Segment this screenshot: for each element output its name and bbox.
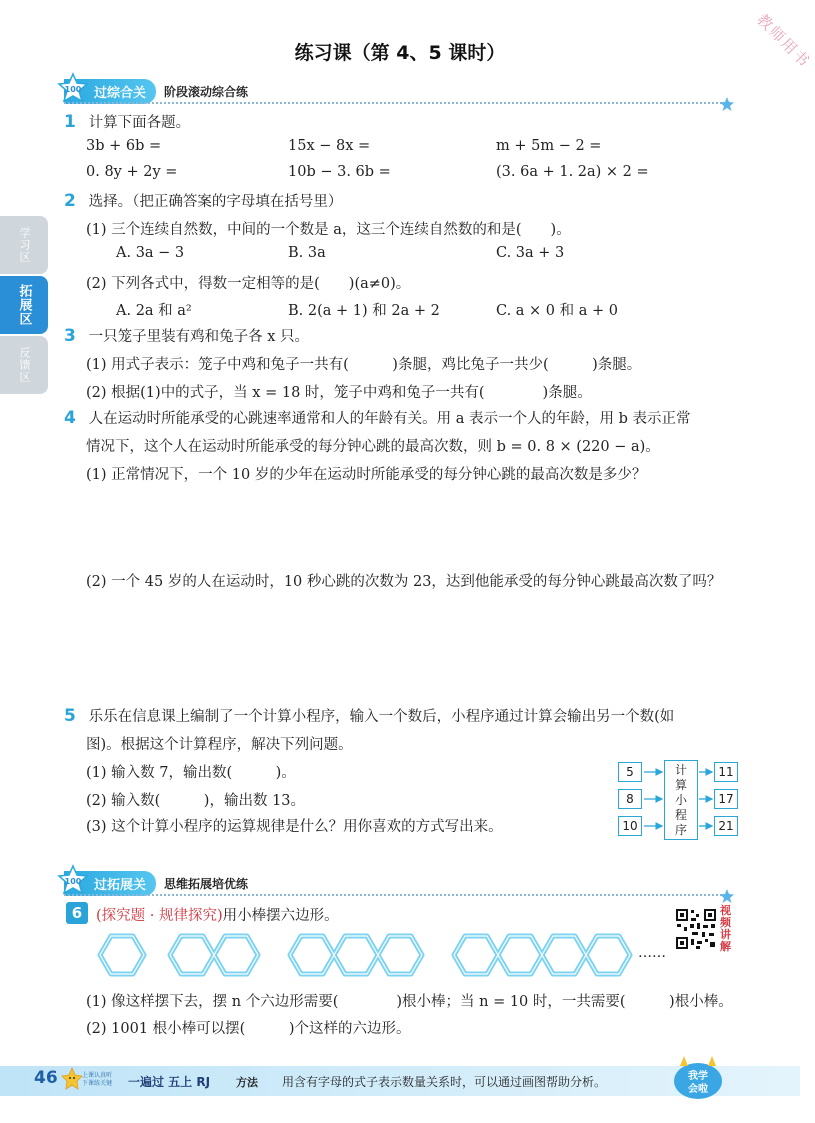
tab-extension[interactable]: 拓展区 [0, 276, 48, 334]
question-2: 2 选择。（把正确答案的字母填在括号里） [64, 191, 343, 211]
section-pill: 100 过综合关 [64, 79, 156, 104]
star-icon [720, 97, 734, 111]
program-box: 计 算 小 程 序 [664, 760, 698, 840]
question-5: 5 乐乐在信息课上编制了一个计算小程序，输入一个数后，小程序通过计算会输出另一个数(如 [64, 706, 675, 726]
i-learned-badge-icon [670, 1054, 726, 1102]
svg-text:我学: 我学 [688, 1071, 708, 1082]
page-footer [0, 1062, 800, 1098]
divider [64, 894, 722, 896]
q1-item-4: 0. 8y + 2y = [86, 164, 178, 180]
q4-stem-2: 情况下，这个人在运动时所能承受的每分钟心跳的最高次数，则 b = 0. 8 × (220 − a)。 [86, 439, 660, 455]
q3-part-1: (1) 用式子表示：笼子中鸡和兔子一共有( )条腿，鸡比兔子一共少( )条腿。 [86, 357, 642, 373]
tip-text: 用含有字母的式子表示数量关系时，可以通过画图帮助分析。 [282, 1075, 607, 1089]
teacher-stamp: 教师用书 [753, 10, 815, 72]
hexagon-figure-3b [334, 936, 378, 974]
input-box-1: 5 [618, 762, 642, 782]
tab-feedback[interactable]: 反馈区 [0, 336, 48, 394]
slogan: 上课认真听 下课练关键 [82, 1072, 113, 1087]
hexagon-figure-4c [542, 936, 586, 974]
q4-part-2: (2) 一个 45 岁的人在运动时，10 秒心跳的次数为 23，达到他能承受的每分钟心跳最高次数了吗？ [86, 574, 722, 590]
q3-part-2: (2) 根据(1)中的式子，当 x = 18 时，笼子中鸡和兔子一共有( )条腿。 [86, 385, 592, 401]
question-4: 4 人在运动时所能承受的心跳速率通常和人的年龄有关。用 a 表示一个人的年龄，用 b 表示正常 [64, 408, 691, 428]
q1-item-3: m + 5m − 2 = [496, 138, 602, 154]
q2-p1-option-c: C. 3a + 3 [496, 245, 565, 261]
section-subtitle: 阶段滚动综合练 [164, 84, 249, 99]
q4-part-1: (1) 正常情况下，一个 10 岁的少年在运动时所能承受的每分钟心跳的最高次数是多少？ [86, 467, 647, 483]
section-pill: 100 过拓展关 [64, 871, 156, 896]
hexagon-figure-4b [498, 936, 542, 974]
tip-label: 方法 [236, 1076, 258, 1089]
hexagon-figure-4a [454, 936, 498, 974]
q1-item-6: (3. 6a + 1. 2a) × 2 = [496, 164, 649, 180]
hexagon-figure-4d [586, 936, 630, 974]
section-banner-comprehensive [64, 78, 734, 104]
qr-code-icon[interactable] [675, 908, 717, 950]
question-1: 1 计算下面各题。 [64, 112, 191, 132]
mascot-star-icon [62, 1068, 82, 1090]
hexagon-figure-3a [290, 936, 334, 974]
star-badge-icon [58, 865, 88, 895]
output-box-1: 11 [714, 762, 738, 782]
q5-part-3: (3) 这个计算小程序的运算规律是什么？用你喜欢的方式写出来。 [86, 819, 503, 835]
video-explanation-label[interactable]: 视 频 讲 解 [720, 904, 731, 953]
program-diagram [618, 758, 738, 850]
output-box-2: 17 [714, 789, 738, 809]
input-box-2: 8 [618, 789, 642, 809]
brand-name: 一遍过 五上 RJ [128, 1075, 211, 1089]
star-icon [720, 889, 734, 903]
q2-p1-option-a: A. 3a − 3 [116, 245, 185, 261]
section-banner-extension [64, 870, 734, 896]
section-subtitle: 思维拓展培优练 [164, 876, 249, 891]
hexagon-sticks-figure [90, 930, 650, 980]
q2-part-1: (1) 三个连续自然数，中间的一个数是 a，这三个连续自然数的和是( )。 [86, 222, 571, 238]
side-tabs [0, 216, 48, 396]
question-6-number: 6 [66, 902, 88, 924]
svg-text:会啦: 会啦 [688, 1084, 708, 1095]
page-number: 46 [34, 1068, 58, 1088]
q1-item-1: 3b + 6b = [86, 138, 162, 154]
hexagon-figure-1 [100, 936, 144, 974]
star-badge-icon [58, 73, 88, 103]
hexagon-figure-2a [170, 936, 214, 974]
q2-p2-option-c: C. a × 0 和 a + 0 [496, 303, 618, 319]
input-box-3: 10 [618, 816, 642, 836]
svg-text:100: 100 [64, 876, 82, 886]
hexagon-figure-2b [214, 936, 258, 974]
page-title: 练习课（第 4、5 课时） [294, 42, 506, 64]
output-box-3: 21 [714, 816, 738, 836]
q1-item-2: 15x − 8x = [288, 138, 371, 154]
q5-part-2: (2) 输入数( )，输出数 13。 [86, 793, 306, 809]
q6-part-1: (1) 像这样摆下去，摆 n 个六边形需要( )根小棒；当 n = 10 时，一共需要( )根小棒。 [86, 994, 733, 1010]
q5-stem-2: 图)。根据这个计算程序，解决下列问题。 [86, 737, 353, 753]
q2-p1-option-b: B. 3a [288, 245, 326, 261]
q5-part-1: (1) 输入数 7，输出数( )。 [86, 765, 296, 781]
hexagon-figure-3c [378, 936, 422, 974]
tab-study[interactable]: 学习区 [0, 216, 48, 274]
question-3: 3 一只笼子里装有鸡和兔子各 x 只。 [64, 326, 310, 346]
question-6-stem: (探究题 · 规律探究)用小棒摆六边形。 [96, 908, 339, 924]
divider [64, 102, 722, 104]
q2-p2-option-a: A. 2a 和 a² [116, 303, 192, 319]
q2-part-2: (2) 下列各式中，得数一定相等的是( )(a≠0)。 [86, 276, 411, 292]
svg-text:100: 100 [64, 84, 82, 94]
q2-p2-option-b: B. 2(a + 1) 和 2a + 2 [288, 303, 440, 319]
ellipsis: …… [638, 945, 666, 961]
q1-item-5: 10b − 3. 6b = [288, 164, 391, 180]
q6-part-2: (2) 1001 根小棒可以摆( )个这样的六边形。 [86, 1021, 411, 1037]
